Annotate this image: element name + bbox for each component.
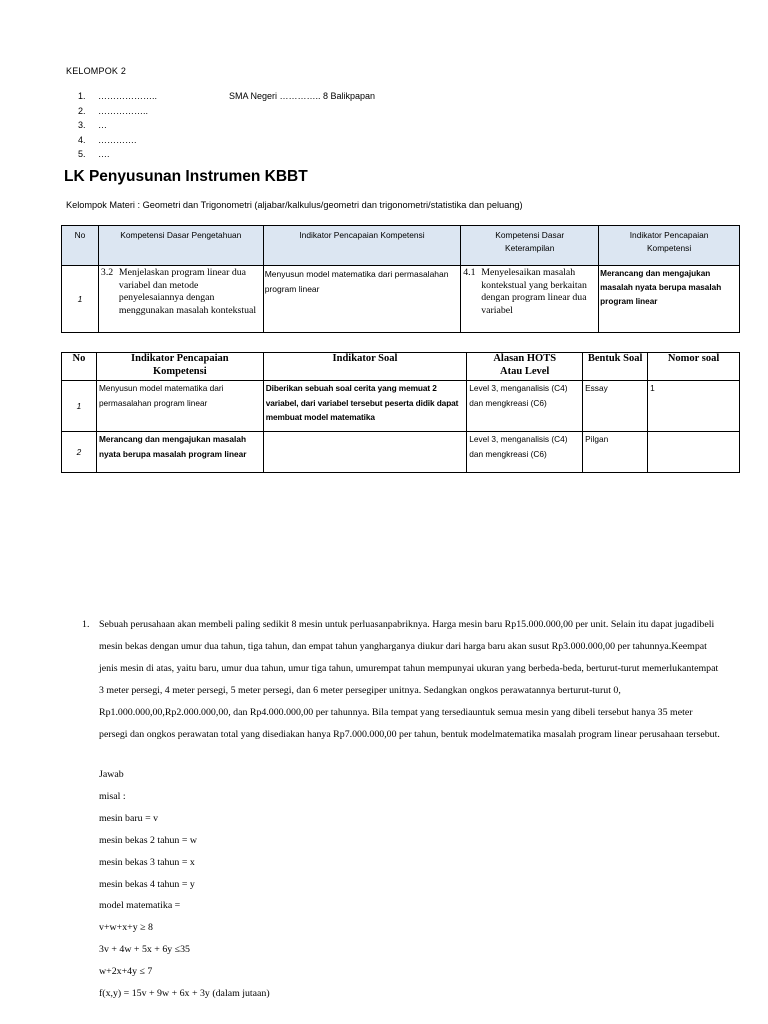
answer-line: misal : (99, 790, 126, 802)
nomor-soal-cell (648, 432, 740, 473)
ipk2-cell: Merancang dan mengajukan masalah nyata berupa masalah program linear (599, 266, 740, 333)
materi-line: Kelompok Materi : Geometri dan Trigonometri (aljabar/kalkulus/geometri dan trigonometri/statistika dan peluang) (66, 200, 523, 210)
col-header: Indikator Pencapaian Kompetensi (263, 226, 461, 266)
objective-function: f(x,y) = 15v + 9w + 6x + 3y (dalam jutaan) (99, 988, 270, 1000)
constraint-line: w+2x+4y ≤ 7 (99, 966, 153, 978)
ipk-cell: Merancang dan mengajukan masalah nyata berupa masalah program linear (96, 432, 263, 473)
ipk-cell: Menyusun model matematika dari permasalahan program linear (263, 266, 461, 333)
problem-statement (82, 614, 722, 745)
member-item: 5. …. (78, 149, 110, 160)
table-header-row (62, 226, 740, 266)
alasan-cell: Level 3, menganalisis (C4) dan mengkreasi (C6) (467, 432, 583, 473)
competency-table (61, 225, 740, 333)
kd-keterampilan-cell: 4.1 Menyelesaikan masalah kontekstual yang berkaitan dengan program linear dua variabel (461, 266, 599, 333)
alasan-cell: Level 3, menganalisis (C4) dan mengkreasi (C6) (467, 381, 583, 432)
col-header: Bentuk Soal (583, 353, 648, 381)
answer-line: mesin baru = v (99, 812, 159, 824)
answer-line: model matematika = (99, 900, 181, 912)
answer-block (99, 764, 270, 1005)
kd-pengetahuan-cell: 3.2 Menjelaskan program linear dua variabel dan metode penyelesaiannya dengan menggunakan masalah kontekstual (98, 266, 263, 333)
col-header: Indikator Soal (263, 353, 467, 381)
page-title: LK Penyusunan Instrumen KBBT (64, 168, 308, 185)
group-label: KELOMPOK 2 (66, 66, 127, 76)
constraint-line: 3v + 4w + 5x + 6y ≤35 (99, 944, 190, 956)
table-header-row (62, 353, 740, 381)
member-list (78, 89, 157, 162)
row-number: 1 (62, 266, 99, 333)
table-row (62, 381, 740, 432)
indikator-soal-cell: Diberikan sebuah soal cerita yang memuat 2 variabel, dari variabel tersebut peserta didik dapat membuat model matematika (263, 381, 467, 432)
member-item: 4. …………. (78, 134, 137, 145)
member-item: 2. …………….. (78, 105, 149, 116)
answer-line: mesin bekas 4 tahun = y (99, 878, 195, 890)
answer-line: mesin bekas 2 tahun = w (99, 834, 197, 846)
row-number: 2 (62, 432, 97, 473)
member-item: 1. ……………….. (78, 91, 158, 101)
ipk-cell: Menyusun model matematika dari permasalahan program linear (96, 381, 263, 432)
constraint-line: v+w+x+y ≥ 8 (99, 922, 153, 934)
school-name: SMA Negeri ………….. 8 Balikpapan (229, 91, 376, 101)
col-header: Indikator Pencapaian Kompetensi (599, 226, 740, 266)
table-row (62, 266, 740, 333)
col-header: Indikator Pencapaian Kompetensi (96, 353, 263, 381)
col-header: No (62, 226, 99, 266)
col-header: Nomor soal (648, 353, 740, 381)
col-header: Alasan HOTS Atau Level (467, 353, 583, 381)
row-number: 1 (62, 381, 97, 432)
bentuk-soal-cell: Essay (583, 381, 648, 432)
answer-line: mesin bekas 3 tahun = x (99, 856, 195, 868)
col-header: Kompetensi Dasar Pengetahuan (98, 226, 263, 266)
question-table (61, 352, 740, 473)
problem-text: Sebuah perusahaan akan membeli paling sedikit 8 mesin untuk perluasanpabriknya. Harga mesin baru Rp15.000.000,00 per unit. Selain itu dapat jugadibeli mesin bekas dengan umur dua tahun, tiga tahun, dan empat tahun yangharganya diukur dari harga baru akan susut Rp3.000.000,00 per tahunnya.Keempat jenis mesin di atas, yaitu baru, umur dua tahun, umur tiga tahun, umurempat tahun mempunyai ukuran yang berbeda-beda, berturut-turut memerlukantempat 3 meter persegi, 4 meter persegi, 5 meter persegi, dan 6 meter persegiper unitnya. Sedangkan ongkos perawatannya berturut-turut 0, Rp1.000.000,00,Rp2.000.000,00, dan Rp4.000.000,00 per tahunnya. Bila tempat yang tersediauntuk semua mesin yang dibeli tersebut hanya 35 meter persegi dan ongkos perawatan total yang disediakan hanya Rp7.000.000,00 per tahun, bentuk modelmatematika masalah program linear perusahaan tersebut. (99, 619, 720, 740)
bentuk-soal-cell: Pilgan (583, 432, 648, 473)
col-header: No (62, 353, 97, 381)
indikator-soal-cell (263, 432, 467, 473)
problem-number: 1. (82, 619, 90, 630)
member-item: 3. … (78, 120, 107, 131)
answer-line: Jawab (99, 769, 124, 780)
nomor-soal-cell: 1 (648, 381, 740, 432)
col-header: Kompetensi Dasar Keterampilan (461, 226, 599, 266)
table-row (62, 432, 740, 473)
